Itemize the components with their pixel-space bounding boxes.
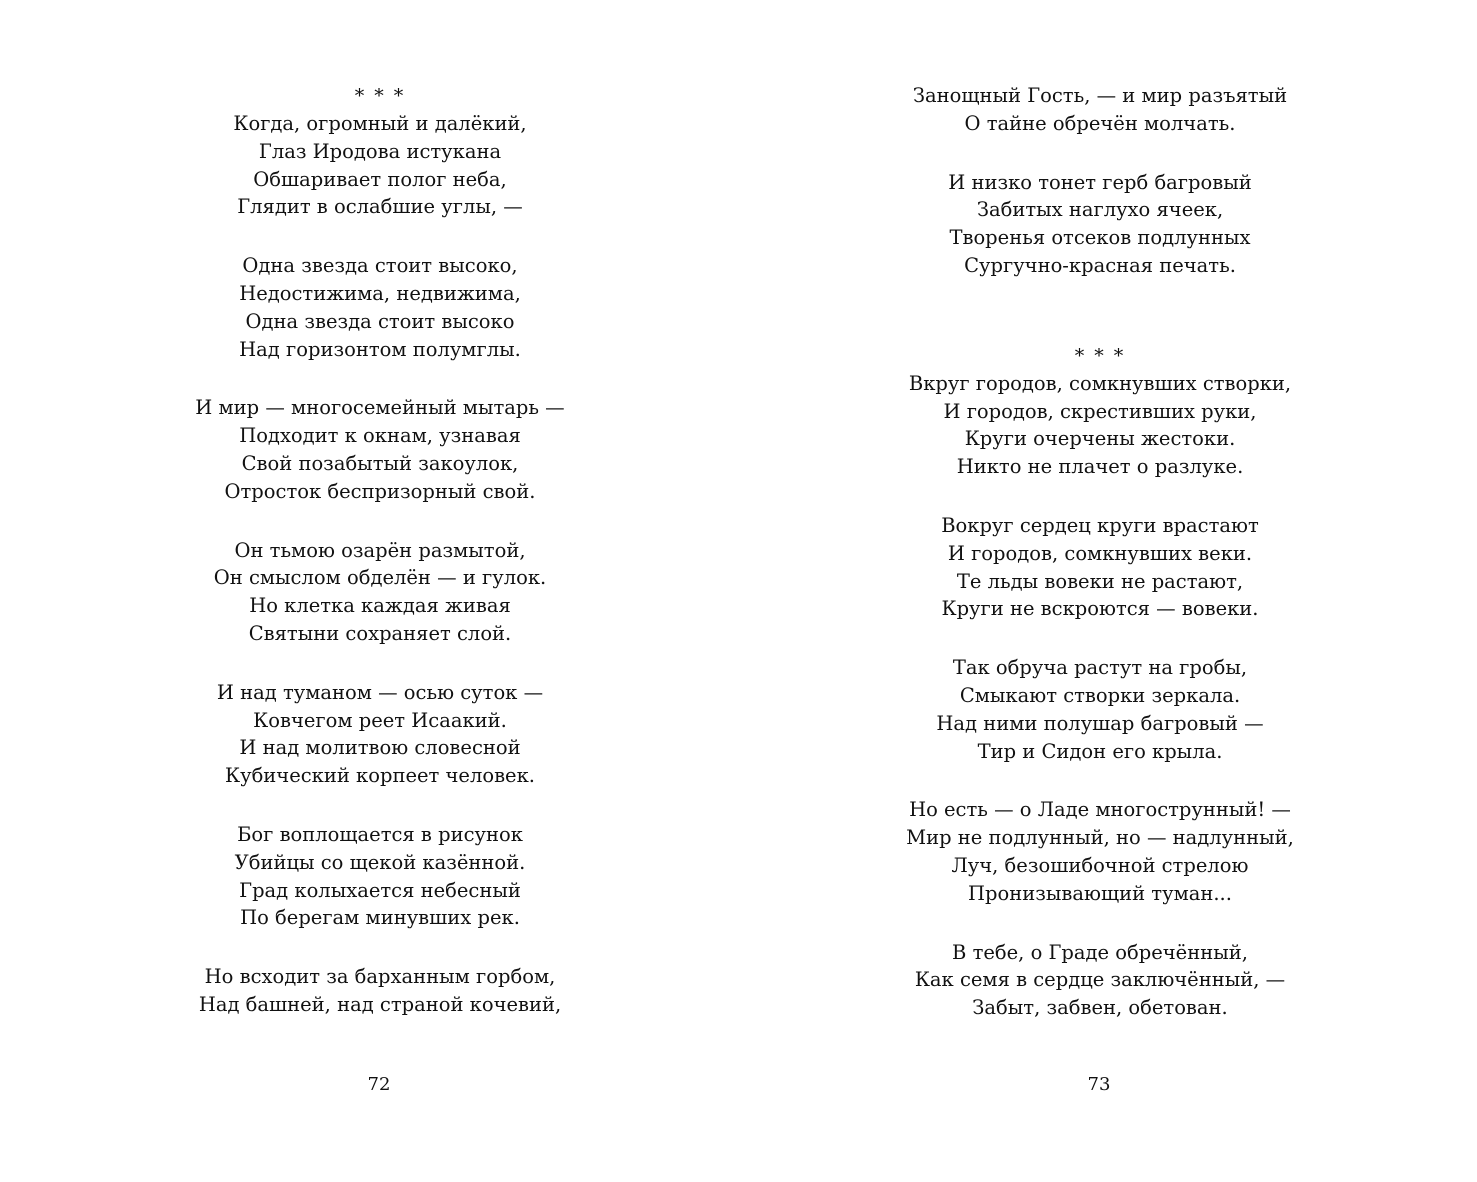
verse-line: О тайне обречён молчать.	[964, 111, 1236, 135]
verse-line: Святыни сохраняет слой.	[248, 621, 512, 645]
poem-separator: * * *	[1074, 344, 1126, 367]
verse-line: И низко тонет герб багровый	[948, 170, 1252, 194]
verse-line: Никто не плачет о разлуке.	[956, 455, 1244, 479]
verse-line: Сургучно-красная печать.	[964, 253, 1236, 277]
page-number-left: 72	[367, 1074, 391, 1095]
verse-line: Когда, огромный и далёкий,	[233, 112, 527, 135]
verse-line: Смыкают створки зеркала.	[959, 683, 1241, 707]
verse-line: Так обруча растут на гробы,	[952, 656, 1248, 680]
continued-poem-body	[869, 82, 1331, 280]
verse-line: Пронизывающий туман...	[968, 881, 1232, 905]
verse-line: Обшаривает полог неба,	[253, 167, 507, 191]
verse-line: Как семя в сердце заключённый, —	[914, 968, 1286, 992]
verse-line: Но клетка каждая живая	[249, 594, 511, 618]
verse-line: Он тьмою озарён размытой,	[234, 538, 526, 562]
verse-line: Занощный Гость, — и мир разъятый	[912, 84, 1288, 107]
verse-line: Творенья отсеков подлунных	[949, 226, 1251, 250]
verse-line: Над ними полушар багровый —	[936, 711, 1264, 735]
verse-line: Бог воплощается в рисунок	[237, 822, 523, 846]
verse-line: Подходит к окнам, узнавая	[239, 424, 521, 448]
verse-line: Тир и Сидон его крыла.	[977, 739, 1223, 763]
right-poem-column	[869, 82, 1331, 1022]
verse-line: Те льды вовеки не растают,	[956, 569, 1244, 593]
stanza	[150, 963, 610, 1019]
verse-line: В тебе, о Граде обречённый,	[952, 940, 1248, 964]
left-page	[0, 0, 738, 1182]
verse-line: Круги очерчены жестоки.	[964, 427, 1236, 451]
verse-line: Одна звезда стоит высоко,	[242, 254, 518, 278]
verse-line: Глядит в ослабшие углы, —	[237, 195, 523, 219]
verse-line: Он смыслом обделён — и гулок.	[213, 566, 547, 590]
poem-separator: * * *	[354, 85, 406, 107]
stanza	[869, 512, 1331, 623]
stanza	[150, 821, 610, 932]
verse-line: Свой позабытый закоулок,	[241, 451, 519, 475]
verse-line: И над туманом — осью суток —	[216, 680, 544, 704]
verse-line: И городов, скрестивших руки,	[943, 399, 1257, 423]
stanza	[869, 796, 1331, 907]
poem-gap	[869, 280, 1331, 342]
verse-line: Одна звезда стоит высоко	[245, 309, 515, 333]
verse-line: Град колыхается небесный	[239, 878, 521, 902]
verse-line: Но есть — о Ладе многострунный! —	[909, 798, 1291, 822]
verse-line: Глаз Иродова истукана	[258, 139, 502, 163]
verse-line: Над горизонтом полумглы.	[239, 337, 521, 361]
verse-line: Забыт, забвен, обетован.	[972, 996, 1228, 1020]
stanza	[150, 537, 610, 648]
left-poem-column	[150, 82, 610, 1019]
verse-line: Вокруг сердец круги врастают	[941, 513, 1259, 537]
verse-line: Кубический корпеет человек.	[225, 764, 535, 788]
stanza	[869, 654, 1331, 765]
verse-line: И над молитвою словесной	[239, 736, 521, 760]
verse-line: По берегам минувших рек.	[240, 906, 520, 930]
verse-line: И мир — многосемейный мытарь —	[195, 396, 565, 420]
stanza	[150, 679, 610, 790]
verse-line: Недостижима, недвижима,	[239, 281, 521, 305]
stanza	[869, 939, 1331, 1022]
stanza	[150, 110, 610, 221]
verse-line: И городов, сомкнувших веки.	[947, 541, 1253, 565]
verse-line: Луч, безошибочной стрелою	[951, 853, 1249, 877]
verse-line: Убийцы со щекой казённой.	[234, 850, 526, 874]
verse-line: Круги не вскроются — вовеки.	[941, 597, 1259, 621]
stanza	[150, 252, 610, 363]
verse-line: Мир не подлунный, но — надлунный,	[906, 826, 1294, 850]
page-number-right: 73	[1087, 1074, 1111, 1095]
stanza	[150, 394, 610, 505]
verse-line: Отросток беспризорный свой.	[224, 479, 536, 503]
verse-line: Ковчегом реет Исаакий.	[253, 708, 507, 732]
right-poem-body	[869, 370, 1331, 1022]
stanza	[869, 370, 1331, 481]
verse-line: Над башней, над страной кочевий,	[198, 992, 562, 1016]
left-poem-body	[150, 110, 610, 1019]
right-page	[739, 0, 1477, 1182]
stanza	[869, 82, 1331, 138]
verse-line: Забитых наглухо ячеек,	[976, 198, 1224, 222]
verse-line: Но всходит за барханным горбом,	[204, 965, 556, 989]
stanza	[869, 169, 1331, 280]
verse-line: Вкруг городов, сомкнувших створки,	[908, 371, 1292, 395]
